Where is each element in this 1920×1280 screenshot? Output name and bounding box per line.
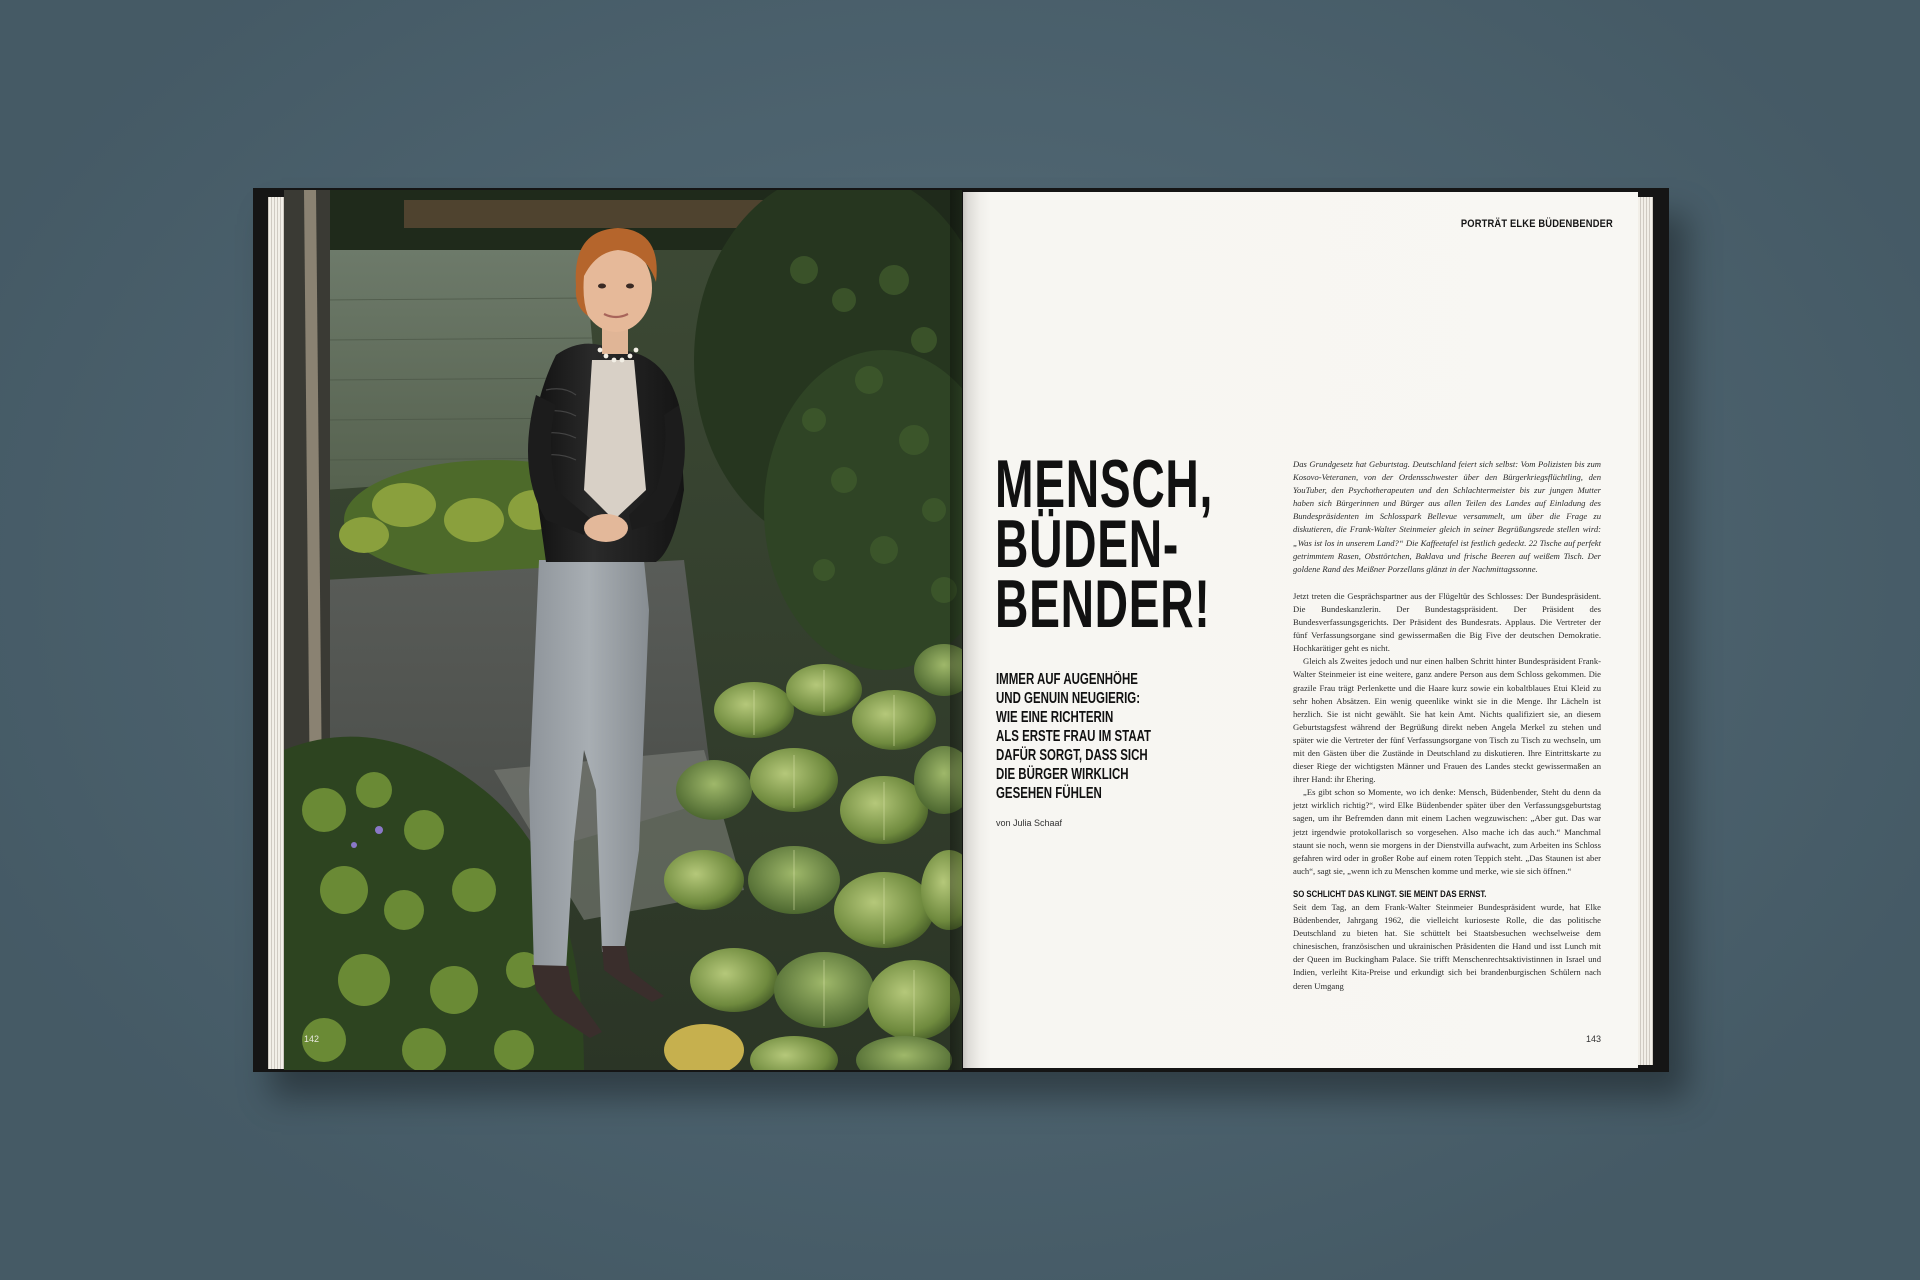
body-paragraph: Jetzt treten die Gesprächspartner aus der Flügeltür des Schlosses: Der Bundespräsident. Die Bundeskanzlerin. Der Bundestagspräsident. Der Präsident des Bundesverfassungsgerichts. Der Präsident des Bundesrats. Applaus. Die Vertreter der fünf Verfassungsorgane sind gewissermaßen die Big Five der deutschen Demokratie. Hochkarätiger geht es nicht.	[1293, 590, 1601, 654]
article-headline	[995, 446, 1213, 642]
subhead-line: WIE EINE RICHTERIN	[996, 709, 1114, 726]
portrait-photo	[284, 190, 962, 1070]
subhead-line: DIE BÜRGER WIRKLICH	[996, 766, 1129, 783]
running-head: PORTRÄT ELKE BÜDENBENDER	[1460, 218, 1613, 230]
crosshead: SO SCHLICHT DAS KLINGT. SIE MEINT DAS ERNST.	[1293, 888, 1487, 900]
page-number-right: 143	[1585, 1034, 1601, 1044]
body-paragraph: „Es gibt schon so Momente, wo ich denke: Mensch, Büdenbender, Steht du denn da jetzt wirklich richtig?“, wird Elke Büdenbender später über den Verfassungsgeburtstag sagen, um ihr Befremden dann mit einem Lachen wegzuwischen: „Aber gut. Das war jetzt irgendwie protokollarisch so vorgesehen. Also mache ich das auch.“ Manchmal staunt sie noch, wenn sie morgens in der Dienstvilla aufwacht, zum Arbeiten ins Schloss gefahren wird oder in großer Robe auf einem roten Teppich steht. „Das Staunen ist aber auch“, sagt sie, „wenn ich zu Menschen komme und merke, wie sie sich öffnen.“	[1293, 787, 1601, 876]
headline-line: BENDER!	[995, 566, 1211, 642]
headline-line: BÜDEN-	[995, 506, 1179, 582]
page-edges-right	[1637, 197, 1653, 1065]
body-paragraph: Seit dem Tag, an dem Frank-Walter Steinmeier Bundespräsident wurde, hat Elke Büdenbender, Jahrgang 1962, die vielleicht kurioseste Rolle, die das politische Deutschland zu bieten hat. Sie schüttelt bei Staatsbesuchen wechselweise dem chinesischen, französischen und ukrainischen Präsidenten die Hand und isst Lunch mit der Queen im Buckingham Palace. Sie trifft Menschenrechtsaktivistinnen in Israel und Indien, verleiht Kita-Preise und erkundigt sich bei brandenburgischen Schülern nach deren Umgang	[1293, 902, 1601, 991]
headline-line: MENSCH,	[995, 446, 1213, 522]
article-body	[1293, 458, 1601, 993]
subhead-line: IMMER AUF AUGENHÖHE	[996, 671, 1138, 688]
article-subhead	[996, 670, 1166, 803]
body-paragraph: Gleich als Zweites jedoch und nur einen halben Schritt hinter Bundespräsident Frank-Walter Steinmeier ist eine weitere, ganz andere Person aus dem Schloss gekommen. Die grazile Frau trägt Perlenkette und die Haare kurz sowie ein kobaltblaues Etui Kleid zu sehr hohen Absätzen. Ein wenig queenlike winkt sie in die Menge. Ihr Lächeln ist herzlich. Sie ist nicht gewählt. Sie hat kein Amt. Nichts qualifiziert sie, an diesem Geburtstagsfest während der Begrüßung direkt neben Angela Merkel zu stehen und später wie die Vertreter der fünf Verfassungsorgane von Tisch zu Tisch zu wechseln, um mit den Gästen über die Zustände in Deutschland zu diskutieren. Ihre Eintrittskarte zu dieser Riege der wichtigsten Männer und Frauen des Landes steckt gewissermaßen an ihrer Hand: ihr Ehering.	[1293, 656, 1601, 785]
subhead-line: UND GENUIN NEUGIERIG:	[996, 690, 1141, 707]
page-number-left: 142	[304, 1034, 320, 1044]
article-page	[963, 192, 1638, 1068]
subhead-line: ALS ERSTE FRAU IM STAAT	[996, 728, 1152, 745]
subhead-line: GESEHEN FÜHLEN	[996, 785, 1102, 802]
subhead-line: DAFÜR SORGT, DASS SICH	[996, 747, 1148, 764]
lead-paragraph: Das Grundgesetz hat Geburtstag. Deutschland feiert sich selbst: Vom Polizisten bis zum Kosovo-Veteranen, von der Ordensschwester über den Bürgerkriegsflüchtling, den YouTuber, den Psychotherapeuten und den Schlachtermeister bis zur jungen Mutter haben sich Bürgerinnen und Bürger aus allen Teilen des Landes auf Einladung des Bundespräsidenten im Schlosspark Bellevue versammelt, um über die Frage zu diskutieren, die Frank-Walter Steinmeier gleich in seiner Begrüßungsrede stellen wird: „Was ist los in unserem Land?“ Die Kaffeetafel ist festlich gedeckt. 22 Tische auf perfekt getrimmtem Rasen, Obsttörtchen, Baklava und frische Beeren auf weißem Tisch. Der goldene Rand des Meißner Porzellans glänzt in der Nachmittagssonne.	[1293, 459, 1601, 574]
byline: von Julia Schaaf	[996, 818, 1063, 828]
